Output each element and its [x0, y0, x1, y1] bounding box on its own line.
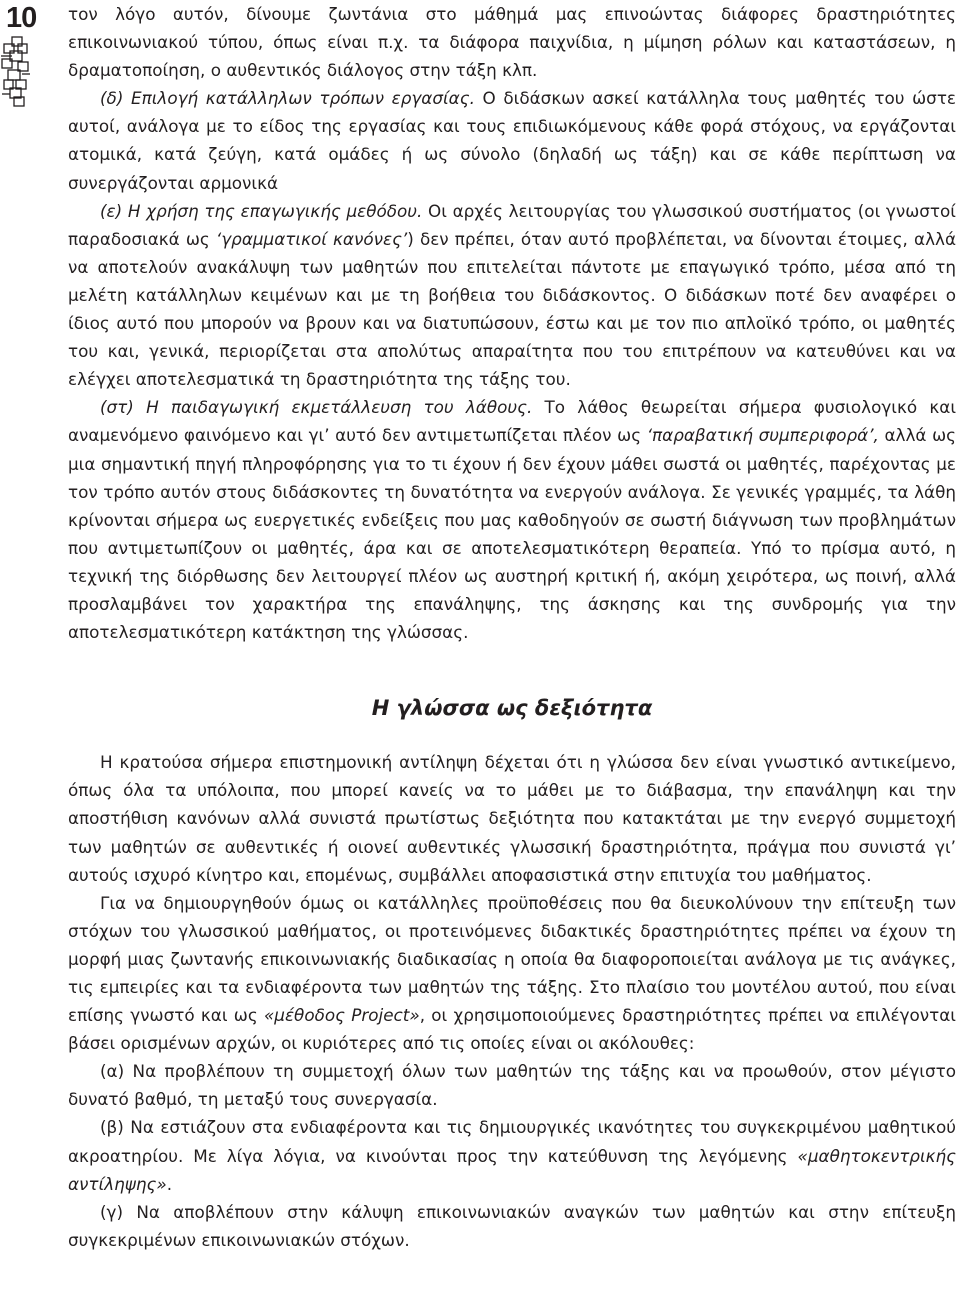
page-number: 10 — [6, 2, 37, 34]
margin-ornament-icon — [0, 36, 42, 108]
paragraph-st-italic: ‘παραβατική συμπεριφορά’, — [646, 425, 879, 446]
list-item-b-text: (β) Να εστιάζουν στα ενδιαφέροντα και τις δημιουργικές ικανότητες του συγκεκριμένου μαθητικού ακροατηρίου. Με λίγα λόγια, να κινούνται προς την κατεύθυνση της λεγόμενης — [68, 1117, 956, 1166]
paragraph-e-text-1: Οι αρχές λειτουργίας του γλωσσικού συστήματος (οι γνωστοί παραδοσιακά ως — [68, 200, 956, 249]
heading-st: (στ) Η παιδαγωγική εκμετάλλευση του λάθους. — [100, 397, 533, 418]
heading-d: (δ) Επιλογή κατάλληλων τρόπων εργασίας. — [100, 88, 475, 109]
paragraph-st-text-1: Το λάθος θεωρείται σήμερα φυσιολογικό και αναμενόμενο φαινόμενο και γι’ αυτό δεν αντιμετωπίζεται πλέον ως — [68, 397, 956, 446]
list-item-b-end: . — [166, 1173, 173, 1194]
paragraph-e — [68, 197, 956, 394]
list-item-a: (α) Να προβλέπουν τη συμμετοχή όλων των μαθητών της τάξης και να προωθούν, στον μέγιστο δυνατό βαθμό, τη μεταξύ τους συνεργασία. — [68, 1061, 956, 1110]
heading-e: (ε) Η χρήση της επαγωγικής μεθόδου. — [100, 200, 423, 221]
paragraph-st — [68, 393, 956, 646]
main-text — [68, 0, 956, 1254]
section-paragraph-2 — [68, 889, 956, 1058]
paragraph-d-text: Ο διδάσκων ασκεί κατάλληλα τους μαθητές του ώστε αυτοί, ανάλογα με το είδος της εργασίας και τους επιδιωκόμενους κάθε φορά στόχους, να εργάζονται ατομικά, κατά ζεύγη, κατά ομάδες ή ως σύνολο (δηλαδή ως τάξη) και σε κάθε περίπτωση να συνεργάζονται αρμονικά — [68, 88, 956, 193]
paragraph-e-text-2: ) δεν πρέπει, όταν αυτό προβλέπεται, να δίνονται έτοιμες, αλλά να αποτελούν ανακάλυψη των μαθητών που επιτελείται πάντοτε με επαγωγικό τρόπο, μέσα από τη μελέτη κατάλληλων κειμένων και με τη βοήθεια του διδάσκοντος. Ο διδάσκων ποτέ δεν αναφέρει ο ίδιος αυτό που μπορούν να βρουν και να διατυπώσουν, έστω και με τον πιο απλοϊκό τρόπο, οι μαθητές του και, γενικά, περιορίζεται στα απολύτως απαραίτητα που του επιτρέπουν να κατευθύνει και να ελέγχει αποτελεσματικά τη δραστηριότητα της τάξης του. — [68, 228, 957, 390]
paragraph-d — [68, 84, 956, 196]
section-paragraph-2-text-a: Για να δημιουργηθούν όμως οι κατάλληλες προϋποθέσεις που θα διευκολύνουν την επίτευξη των στόχων του γλωσσικού μαθήματος, οι προτεινόμενες διδακτικές δραστηριότητες πρέπει να έχουν τη μορφή μιας ζωντανής επικοινωνιακής διαδικασίας η οποία θα διαφοροποιείται ανάλογα με τις ανάγκες, τις εμπειρίες και τα ενδιαφέροντα των μαθητών της τάξης. Στο πλαίσιο του μοντέλου αυτού, που είναι επίσης γνωστό και ως — [68, 892, 956, 1026]
paragraph-e-italic: ‘γραμματικοί κανόνες’ — [215, 228, 408, 249]
project-method-term: «μέθοδος Project» — [263, 1005, 420, 1026]
paragraph-st-text-2: αλλά ως μια σημαντική πηγή πληροφόρησης για το τι έχουν ή δεν έχουν μάθει σωστά οι μαθητές, παρέχοντας με τον τρόπο αυτόν στους διδάσκοντες τη δυνατότητα να ενεργούν ανάλογα. Σε γενικές γραμμές, τα λάθη κρίνονται σήμερα ως ευεργετικές ενδείξεις που μας καθοδηγούν σε σωστή διάγνωση των προβλημάτων που αντιμετωπίζουν οι μαθητές, άρα και σε αποτελεσματικότερη θεραπεία. Υπό το πρίσμα αυτό, η τεχνική της διόρθωσης δεν λειτουργεί πλέον ως αυστηρή κριτική ή, ακόμη χειρότερα, ως ποινή, αλλά προσλαμβάνει τον χαρακτήρα της επανάληψης, της άσκησης και της συνδρομής για την αποτελεσματικότερη κατάκτηση της γλώσσας. — [68, 425, 956, 643]
section-paragraph-2-text-b: , οι χρησιμοποιούμενες δραστηριότητες πρέπει να επιλέγονται βάσει ορισμένων αρχών, οι κυριότερες από τις οποίες είναι οι ακόλουθες: — [68, 1005, 956, 1054]
paragraph-continuation: τον λόγο αυτόν, δίνουμε ζωντάνια στο μάθημά μας επινοώντας διάφορες δραστηριότητες επικοινωνιακού τύπου, όπως είναι π.χ. τα διάφορα παιχνίδια, η μίμηση ρόλων και καταστάσεων, η δραματοποίηση, ο αυθεντικός διάλογος στην τάξη κλπ. — [68, 4, 956, 81]
section-paragraph-1: Η κρατούσα σήμερα επιστημονική αντίληψη δέχεται ότι η γλώσσα δεν είναι γνωστικό αντικείμενο, όπως όλα τα υπόλοιπα, που μπορεί κανείς να το μάθει με το διάβασμα, την επανάληψη και την αποστήθιση κανόνων αλλά συνιστά πρωτίστως δεξιότητα που κατακτάται με την ενεργό συμμετοχή των μαθητών σε αυθεντικές ή οιονεί αυθεντικές γλωσσική δραστηριότητα, πράγμα που συνιστά γι’ αυτούς ισχυρό κίνητρο και, επομένως, συμβάλλει αποφασιστικά στην επιτυχία του μαθήματος. — [68, 752, 956, 885]
list-item-b — [68, 1113, 956, 1197]
list-item-g: (γ) Να αποβλέπουν στην κάλυψη επικοινωνιακών αναγκών των μαθητών και στην επίτευξη συγκεκριμένων επικοινωνιακών στόχων. — [68, 1201, 956, 1250]
list-item-b-italic: «μαθητοκεντρικής αντίληψης» — [68, 1145, 956, 1194]
section-title: Η γλώσσα ως δεξιότητα — [371, 696, 653, 721]
